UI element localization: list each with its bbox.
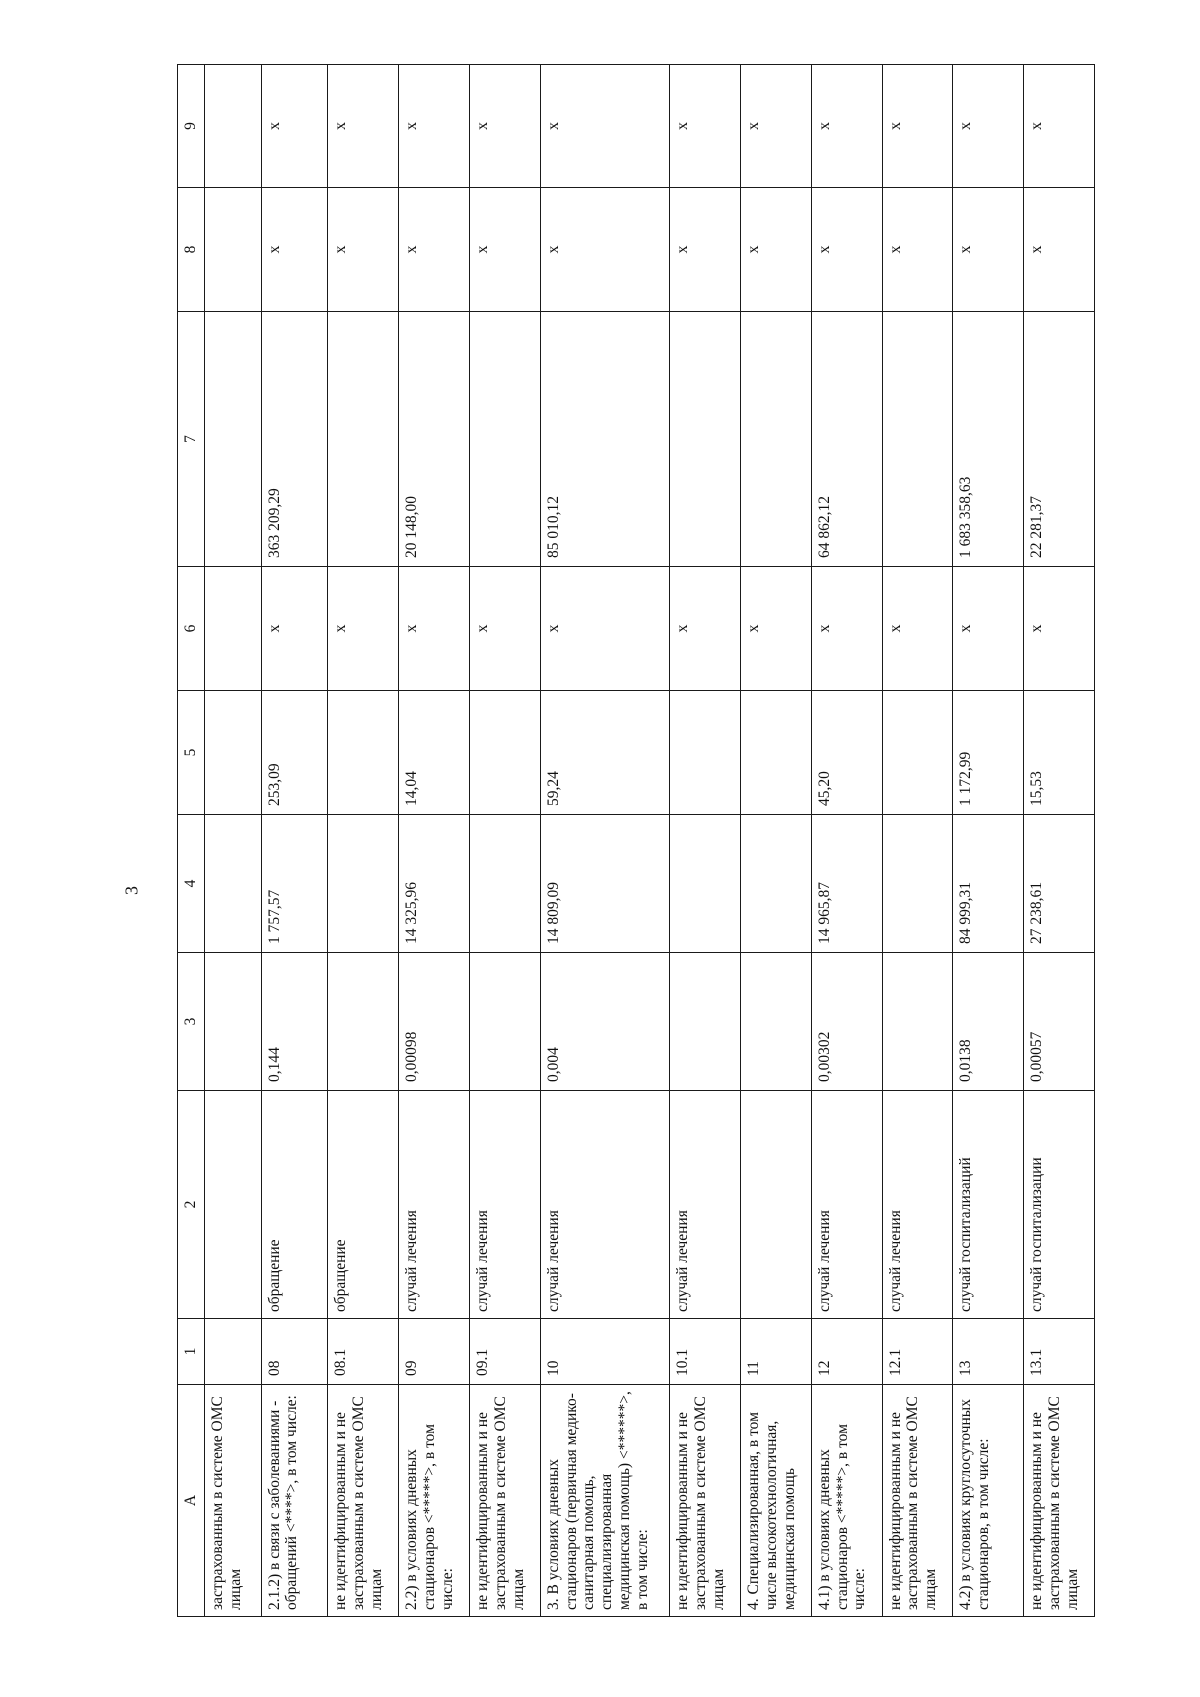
table-cell: 0,004 — [540, 953, 669, 1091]
table-cell: х — [261, 188, 328, 312]
table-cell — [469, 953, 540, 1091]
table-cell: х — [399, 567, 470, 691]
table-cell: 85 010,12 — [540, 312, 669, 567]
table-cell: 08.1 — [328, 1319, 399, 1385]
table-cell: х — [261, 567, 328, 691]
header-cell: 4 — [178, 815, 205, 953]
table-row — [469, 65, 540, 1617]
table-cell — [740, 815, 811, 953]
table-cell: 09.1 — [469, 1319, 540, 1385]
table-cell: 64 862,12 — [811, 312, 882, 567]
header-row — [178, 65, 205, 1617]
table-row — [261, 65, 328, 1617]
table-cell: х — [882, 65, 953, 188]
table-cell: х — [811, 188, 882, 312]
table-cell: обращение — [328, 1091, 399, 1319]
table-cell: 14 325,96 — [399, 815, 470, 953]
table-cell: 14,04 — [399, 691, 470, 815]
table-cell — [740, 1091, 811, 1319]
table-row — [205, 65, 262, 1617]
table-cell: 84 999,31 — [953, 815, 1024, 953]
table-cell: случай лечения — [670, 1091, 741, 1319]
table-cell: 12.1 — [882, 1319, 953, 1385]
table-cell: 10.1 — [670, 1319, 741, 1385]
table-cell: х — [953, 65, 1024, 188]
table-cell: 11 — [740, 1319, 811, 1385]
table-row — [811, 65, 882, 1617]
table-cell — [469, 691, 540, 815]
table-cell: случай лечения — [540, 1091, 669, 1319]
table-cell: х — [953, 188, 1024, 312]
table-row — [882, 65, 953, 1617]
table-cell: 13.1 — [1024, 1319, 1095, 1385]
table-cell: обращение — [261, 1091, 328, 1319]
table-cell: 27 238,61 — [1024, 815, 1095, 953]
table-cell: 0,00098 — [399, 953, 470, 1091]
data-table — [177, 64, 1095, 1617]
header-cell: 7 — [178, 312, 205, 567]
header-cell: A — [178, 1385, 205, 1617]
table-row — [328, 65, 399, 1617]
table-cell — [740, 312, 811, 567]
table-cell — [670, 691, 741, 815]
table-cell: 253,09 — [261, 691, 328, 815]
table-cell — [205, 953, 262, 1091]
table-row — [540, 65, 669, 1617]
row-label-cell: 4.1) в условиях дневных стационаров <*****>, в том числе: — [811, 1385, 882, 1617]
table-cell: 14 809,09 — [540, 815, 669, 953]
table-cell: 15,53 — [1024, 691, 1095, 815]
table-cell — [882, 953, 953, 1091]
table-cell: х — [811, 65, 882, 188]
table-cell: 22 281,37 — [1024, 312, 1095, 567]
table-cell: х — [670, 188, 741, 312]
table-cell: 1 172,99 — [953, 691, 1024, 815]
table-row — [1024, 65, 1095, 1617]
table-cell: х — [399, 65, 470, 188]
table-cell — [740, 691, 811, 815]
table-cell: 10 — [540, 1319, 669, 1385]
table-container — [177, 65, 1095, 1617]
header-cell: 8 — [178, 188, 205, 312]
table-cell: х — [740, 567, 811, 691]
table-cell: х — [540, 567, 669, 691]
header-cell: 2 — [178, 1091, 205, 1319]
table-cell: х — [670, 567, 741, 691]
table-cell — [670, 953, 741, 1091]
table-cell — [205, 1091, 262, 1319]
table-cell: х — [469, 188, 540, 312]
table-cell: случай лечения — [399, 1091, 470, 1319]
table-cell: х — [399, 188, 470, 312]
table-cell: х — [882, 188, 953, 312]
table-cell: 1 757,57 — [261, 815, 328, 953]
header-cell: 5 — [178, 691, 205, 815]
header-cell: 6 — [178, 567, 205, 691]
table-cell — [670, 312, 741, 567]
table-cell: х — [540, 65, 669, 188]
table-cell: х — [740, 65, 811, 188]
row-label-cell: 4. Специализированная, в том числе высокотехнологичная, медицинская помощь — [740, 1385, 811, 1617]
table-cell: х — [811, 567, 882, 691]
table-row — [953, 65, 1024, 1617]
row-label-cell: застрахованным в системе ОМС лицам — [205, 1385, 262, 1617]
table-cell: 59,24 — [540, 691, 669, 815]
row-label-cell: 3. В условиях дневных стационаров (первичная медико-санитарная помощь, специализированная медицинская помощь) <******>, в том числе: — [540, 1385, 669, 1617]
table-row — [740, 65, 811, 1617]
table-cell: случай лечения — [469, 1091, 540, 1319]
table-cell — [205, 65, 262, 188]
table-cell: случай госпитализации — [1024, 1091, 1095, 1319]
header-cell: 3 — [178, 953, 205, 1091]
table-cell: 0,00302 — [811, 953, 882, 1091]
table-cell: 12 — [811, 1319, 882, 1385]
table-cell — [328, 312, 399, 567]
table-cell: х — [1024, 188, 1095, 312]
table-cell: х — [670, 65, 741, 188]
table-cell — [469, 312, 540, 567]
row-label-cell: не идентифицированным и не застрахованным в системе ОМС лицам — [882, 1385, 953, 1617]
table-cell: 0,144 — [261, 953, 328, 1091]
table-cell — [328, 815, 399, 953]
table-cell: 13 — [953, 1319, 1024, 1385]
table-cell: х — [740, 188, 811, 312]
table-cell — [670, 815, 741, 953]
table-cell — [882, 691, 953, 815]
table-cell — [205, 815, 262, 953]
table-cell — [740, 953, 811, 1091]
row-label-cell: не идентифицированным и не застрахованным в системе ОМС лицам — [328, 1385, 399, 1617]
table-cell: х — [328, 65, 399, 188]
table-cell: х — [328, 567, 399, 691]
table-cell: 0,00057 — [1024, 953, 1095, 1091]
table-cell — [882, 312, 953, 567]
table-cell: 363 209,29 — [261, 312, 328, 567]
table-cell: х — [1024, 65, 1095, 188]
table-cell — [205, 1319, 262, 1385]
table-cell: 0,0138 — [953, 953, 1024, 1091]
table-cell: х — [882, 567, 953, 691]
page-number: 3 — [121, 886, 142, 895]
table-cell: случай госпитализаций — [953, 1091, 1024, 1319]
table-cell: х — [1024, 567, 1095, 691]
table-cell: х — [328, 188, 399, 312]
table-cell: 08 — [261, 1319, 328, 1385]
table-cell: х — [469, 65, 540, 188]
table-cell — [205, 691, 262, 815]
header-cell: 9 — [178, 65, 205, 188]
row-label-cell: не идентифицированным и не застрахованным в системе ОМС лицам — [1024, 1385, 1095, 1617]
table-cell: случай лечения — [811, 1091, 882, 1319]
table-cell: случай лечения — [882, 1091, 953, 1319]
table-cell: 09 — [399, 1319, 470, 1385]
table-cell: х — [540, 188, 669, 312]
table-cell: х — [469, 567, 540, 691]
table-cell — [205, 312, 262, 567]
table-cell: 20 148,00 — [399, 312, 470, 567]
table-body — [205, 65, 1095, 1617]
table-row — [399, 65, 470, 1617]
table-cell — [205, 567, 262, 691]
table-cell — [328, 953, 399, 1091]
row-label-cell: не идентифицированным и не застрахованным в системе ОМС лицам — [469, 1385, 540, 1617]
table-cell: 1 683 358,63 — [953, 312, 1024, 567]
row-label-cell: 2.1.2) в связи с заболеваниями - обращений <****>, в том числе: — [261, 1385, 328, 1617]
table-cell — [882, 815, 953, 953]
row-label-cell: 4.2) в условиях круглосуточных стационаров, в том числе: — [953, 1385, 1024, 1617]
table-cell: х — [261, 65, 328, 188]
table-cell — [205, 188, 262, 312]
table-cell: 45,20 — [811, 691, 882, 815]
table-row — [670, 65, 741, 1617]
row-label-cell: не идентифицированным и не застрахованным в системе ОМС лицам — [670, 1385, 741, 1617]
table-cell — [328, 691, 399, 815]
table-cell: х — [953, 567, 1024, 691]
table-cell: 14 965,87 — [811, 815, 882, 953]
row-label-cell: 2.2) в условиях дневных стационаров <*****>, в том числе: — [399, 1385, 470, 1617]
table-cell — [469, 815, 540, 953]
header-cell: 1 — [178, 1319, 205, 1385]
